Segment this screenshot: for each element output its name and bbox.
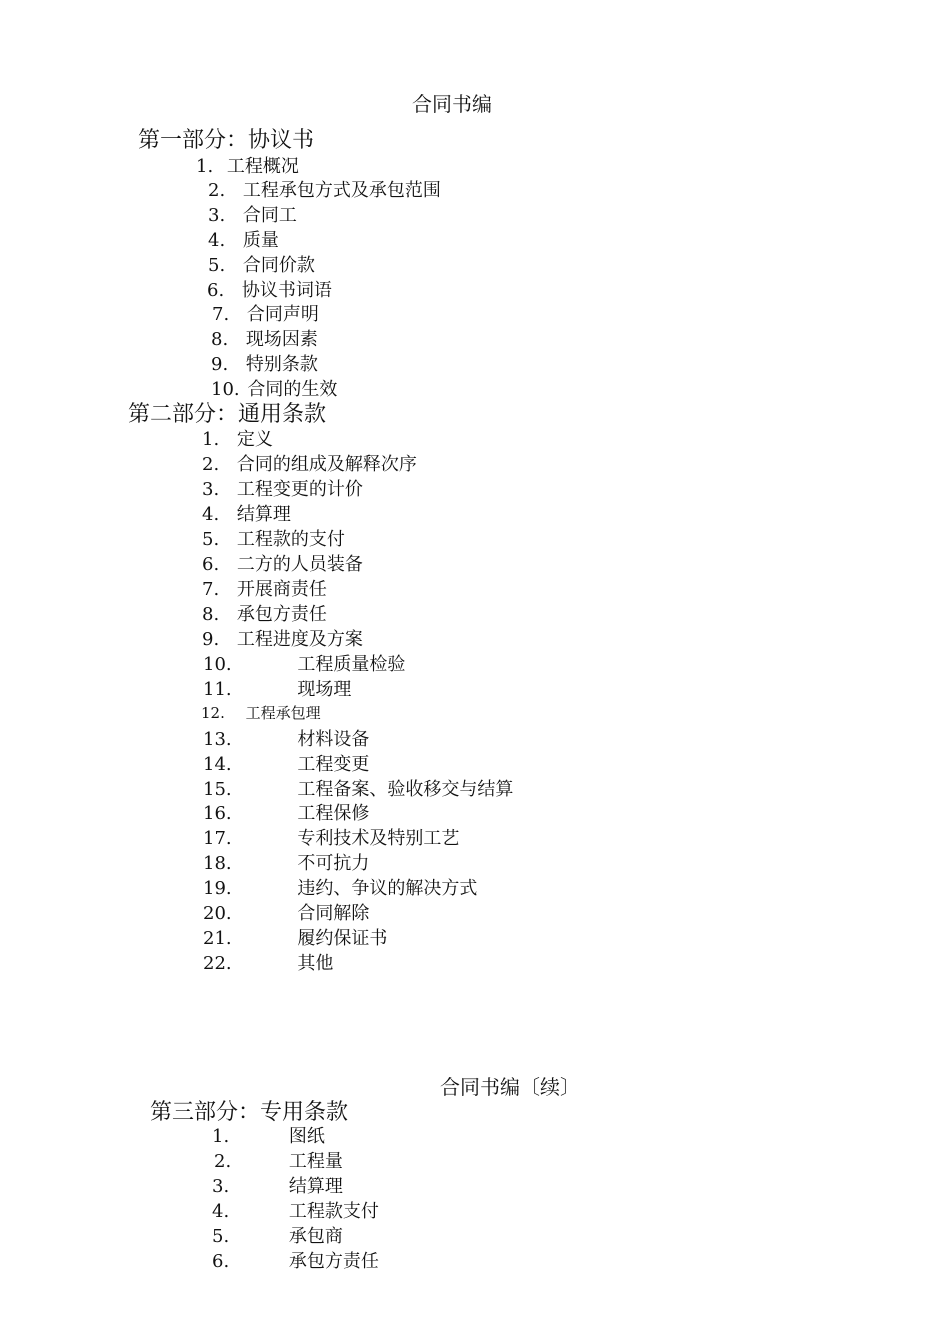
list-item: [208, 207, 297, 225]
list-item: [212, 1203, 379, 1221]
item-text: 工程款的支付: [236, 529, 345, 550]
item-number: 2.: [208, 180, 226, 201]
item-number: 9.: [202, 629, 220, 650]
item-text: 工程变更: [297, 754, 370, 775]
item-text: 专利技术及特别工艺: [297, 828, 460, 849]
list-item: [202, 431, 273, 449]
item-text: 工程承包理: [245, 704, 321, 722]
list-item: [203, 830, 459, 848]
item-number: 2.: [214, 1151, 232, 1172]
item-number: 16.: [203, 803, 232, 824]
item-text: 违约、争议的解决方式: [297, 878, 478, 899]
list-item: [203, 905, 369, 923]
item-number: 10.: [203, 654, 232, 675]
list-item: [203, 731, 369, 749]
list-item: [211, 331, 318, 349]
item-number: 8.: [211, 329, 229, 350]
list-item: [211, 381, 337, 399]
item-number: 9.: [211, 354, 229, 375]
item-number: 6.: [207, 280, 225, 301]
item-number: 10.: [211, 379, 240, 400]
item-number: 6.: [202, 554, 220, 575]
item-number: 14.: [203, 754, 232, 775]
item-text: 合同工: [242, 205, 297, 226]
item-text: 材料设备: [297, 729, 370, 750]
list-item: [202, 481, 363, 499]
part-two-heading: 第二部分：通用条款: [128, 402, 327, 427]
item-number: 6.: [212, 1251, 230, 1272]
item-text: 其他: [297, 953, 334, 974]
item-text: 二方的人员装备: [236, 554, 363, 575]
list-item: [212, 1178, 343, 1196]
item-text: 定义: [236, 429, 273, 450]
item-text: 工程量: [288, 1151, 343, 1172]
item-text: 工程质量检验: [297, 654, 406, 675]
item-text: 现场理: [297, 679, 352, 700]
item-text: 结算理: [288, 1176, 343, 1197]
list-item: [211, 356, 318, 374]
item-text: 承包方责任: [236, 604, 327, 625]
item-text: 质量: [242, 230, 279, 251]
item-number: 4.: [208, 230, 226, 251]
item-number: 3.: [208, 205, 226, 226]
list-item: [207, 282, 332, 300]
item-number: 3.: [212, 1176, 230, 1197]
continued-title: 合同书编〔续〕: [440, 1075, 580, 1099]
item-number: 22.: [203, 953, 232, 974]
item-text: 结算理: [236, 504, 291, 525]
item-text: 合同的组成及解释次序: [236, 454, 417, 475]
item-number: 1.: [212, 1126, 230, 1147]
list-item: [202, 631, 363, 649]
list-item: [196, 158, 299, 176]
item-text: 不可抗力: [297, 853, 370, 874]
part-three-heading: 第三部分：专用条款: [150, 1100, 349, 1125]
item-text: 现场因素: [245, 329, 318, 350]
list-item: [203, 656, 405, 674]
item-number: 4.: [212, 1201, 230, 1222]
list-item: [212, 1228, 343, 1246]
item-number: 1.: [196, 156, 214, 177]
list-item: [212, 1253, 379, 1271]
item-text: 开展商责任: [236, 579, 327, 600]
item-number: 4.: [202, 504, 220, 525]
item-text: 图纸: [288, 1126, 325, 1147]
item-text: 工程进度及方案: [236, 629, 363, 650]
item-text: 合同价款: [242, 255, 315, 276]
item-number: 17.: [203, 828, 232, 849]
item-number: 3.: [202, 479, 220, 500]
list-item: [203, 681, 351, 699]
list-item: [203, 781, 513, 799]
item-number: 5.: [208, 255, 226, 276]
list-item: [203, 880, 477, 898]
list-item: [202, 456, 417, 474]
part-one-heading: 第一部分：协议书: [138, 128, 315, 153]
item-number: 19.: [203, 878, 232, 899]
item-number: 5.: [202, 529, 220, 550]
list-item: [202, 606, 327, 624]
item-text: 工程变更的计价: [236, 479, 363, 500]
item-number: 1.: [202, 429, 220, 450]
list-item: [203, 805, 369, 823]
item-number: 2.: [202, 454, 220, 475]
item-number: 7.: [202, 579, 220, 600]
item-text: 工程备案、验收移交与结算: [297, 779, 514, 800]
item-number: 5.: [212, 1226, 230, 1247]
item-number: 21.: [203, 928, 232, 949]
list-item: [202, 581, 327, 599]
list-item: [214, 1153, 343, 1171]
item-text: 合同声明: [246, 304, 319, 325]
list-item: [212, 1128, 325, 1146]
item-number: 11.: [203, 679, 232, 700]
item-text: 工程概况: [226, 156, 299, 177]
list-item: [208, 257, 315, 275]
list-item: [208, 232, 279, 250]
item-text: 工程保修: [297, 803, 370, 824]
list-item: [202, 506, 291, 524]
item-text: 履约保证书: [297, 928, 388, 949]
list-item: [202, 556, 363, 574]
list-item: [203, 955, 333, 973]
list-item: [203, 855, 369, 873]
list-item: [212, 306, 319, 324]
item-number: 7.: [212, 304, 230, 325]
list-item: [201, 706, 321, 721]
item-number: 15.: [203, 779, 232, 800]
item-text: 协议书词语: [241, 280, 332, 301]
list-item: [203, 756, 369, 774]
item-text: 工程承包方式及承包范围: [242, 180, 441, 201]
list-item: [208, 182, 441, 200]
item-text: 合同解除: [297, 903, 370, 924]
page-title: 合同书编: [412, 92, 492, 116]
item-number: 13.: [203, 729, 232, 750]
list-item: [202, 531, 345, 549]
item-number: 18.: [203, 853, 232, 874]
item-text: 承包方责任: [288, 1251, 379, 1272]
item-text: 特别条款: [245, 354, 318, 375]
item-number: 8.: [202, 604, 220, 625]
list-item: [203, 930, 387, 948]
item-number: 12.: [201, 704, 225, 722]
item-text: 合同的生效: [247, 379, 338, 400]
item-text: 工程款支付: [288, 1201, 379, 1222]
item-text: 承包商: [288, 1226, 343, 1247]
item-number: 20.: [203, 903, 232, 924]
